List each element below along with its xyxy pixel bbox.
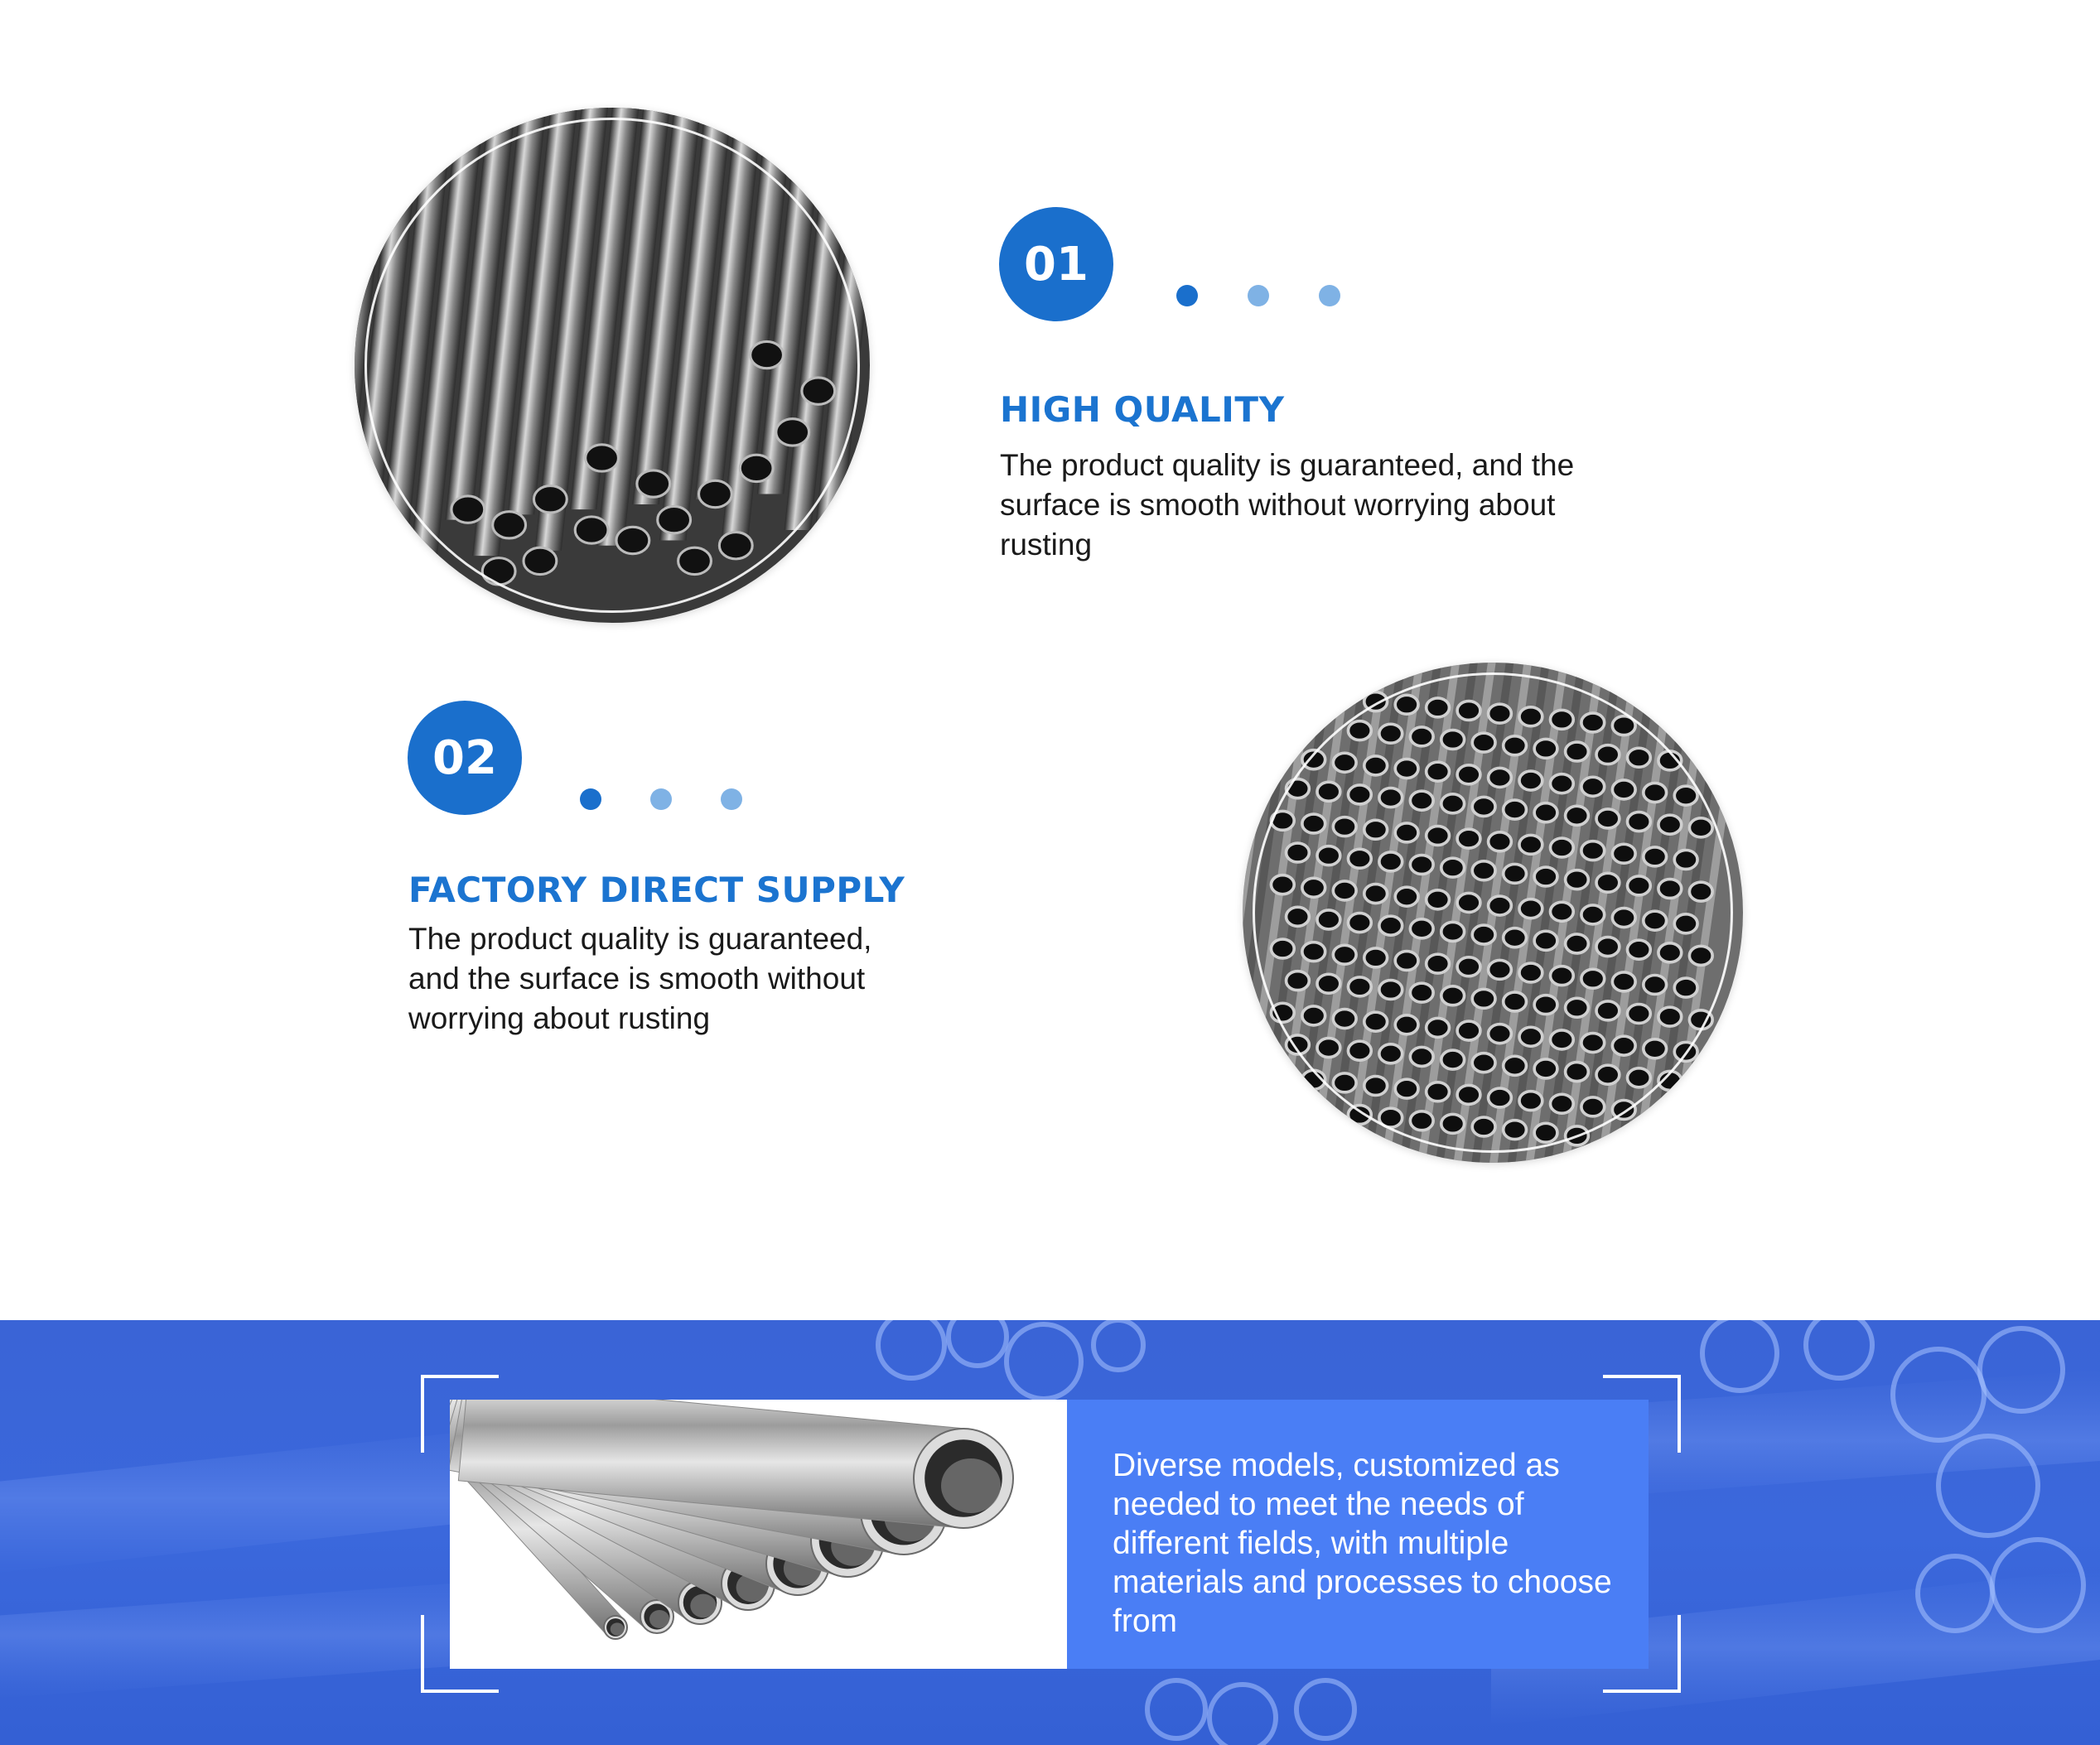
feature-description: The product quality is guaranteed, and the surface is smooth without worrying about rusting: [1000, 448, 1575, 562]
banner-text-panel: [1067, 1400, 1649, 1669]
graded-steel-tubes-photo: [450, 1400, 1067, 1669]
steel-tube-ends-photo: [1243, 663, 1743, 1163]
steel-tube-bundle-photo: [355, 108, 870, 623]
feature-title: HIGH QUALITY: [1000, 389, 1285, 430]
banner-text: Diverse models, customized as needed to meet the needs of different fields, with multiple materials and processes to choose from: [1113, 1448, 1612, 1639]
indicator-dot: [580, 788, 601, 810]
feature-title: FACTORY DIRECT SUPPLY: [408, 870, 905, 910]
indicator-dot: [1248, 285, 1269, 306]
feature-number-badge: 01: [999, 207, 1113, 321]
indicator-dot: [1319, 285, 1340, 306]
feature-number-badge: 02: [408, 701, 522, 815]
indicator-dot: [650, 788, 672, 810]
indicator-dot: [721, 788, 742, 810]
indicator-dot: [1176, 285, 1198, 306]
feature-description: The product quality is guaranteed, and the surface is smooth without worrying about rusting: [408, 922, 872, 1035]
